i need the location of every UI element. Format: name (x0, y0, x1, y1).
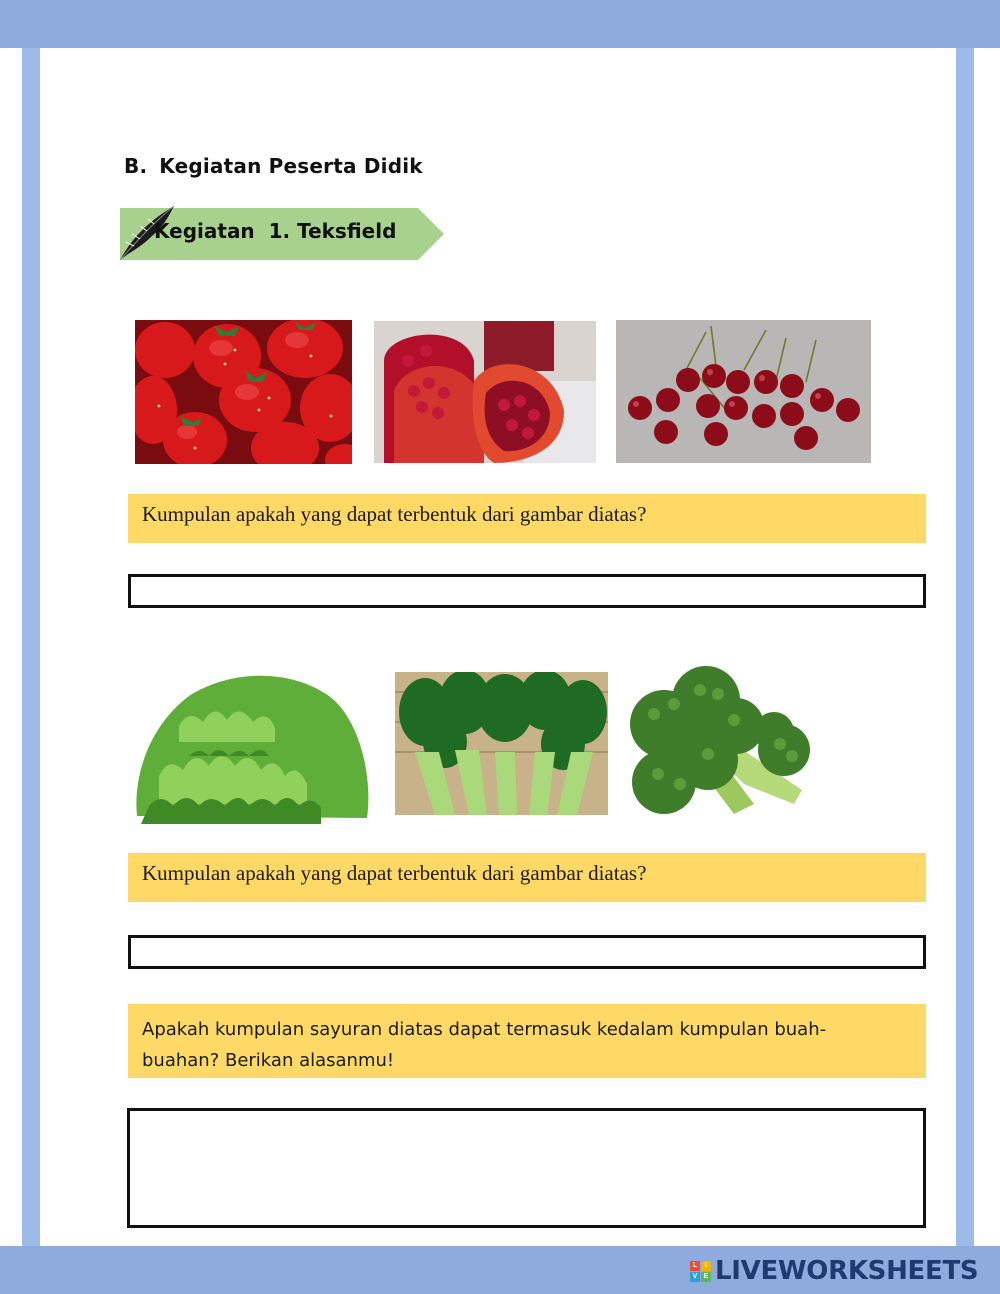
section-heading (124, 154, 423, 178)
answer-3-field[interactable] (127, 1108, 926, 1228)
liveworksheets-mark-icon (690, 1261, 711, 1282)
mark-letter-i: I (701, 1261, 711, 1271)
question-2 (128, 853, 926, 902)
liveworksheets-logo (690, 1254, 978, 1288)
mark-letter-l: L (690, 1261, 700, 1271)
strawberry-photo (135, 320, 352, 464)
frame-right-bar (956, 48, 974, 1248)
section-letter: B. (124, 154, 148, 178)
question-2-text: Kumpulan apakah yang dapat terbentuk dari gambar diatas? (142, 861, 647, 885)
mark-letter-e: E (701, 1272, 711, 1282)
lettuce-photo (129, 666, 374, 828)
section-title: Kegiatan Peserta Didik (159, 154, 423, 178)
pomegranate-photo (374, 321, 596, 463)
liveworksheets-wordmark: LIVEWORKSHEETS (715, 1256, 979, 1286)
question-3-line-1: Apakah kumpulan sayuran diatas dapat termasuk kedalam kumpulan buah- (142, 1019, 827, 1040)
mark-letter-v: V (690, 1272, 700, 1282)
answer-1-field[interactable] (128, 574, 926, 608)
question-1-text: Kumpulan apakah yang dapat terbentuk dari gambar diatas? (142, 502, 647, 526)
banner-label: Kegiatan 1. Teksfield (154, 219, 397, 243)
question-3 (128, 1004, 926, 1078)
answer-2-field[interactable] (128, 935, 926, 969)
frame-top-bar (0, 0, 1000, 48)
question-1 (128, 494, 926, 543)
question-3-line-2: buahan? Berikan alasanmu! (142, 1050, 395, 1071)
broccoli-photo (624, 664, 814, 834)
frame-left-bar (22, 48, 40, 1248)
cherry-photo (616, 320, 871, 463)
bok-choy-photo (395, 672, 608, 815)
